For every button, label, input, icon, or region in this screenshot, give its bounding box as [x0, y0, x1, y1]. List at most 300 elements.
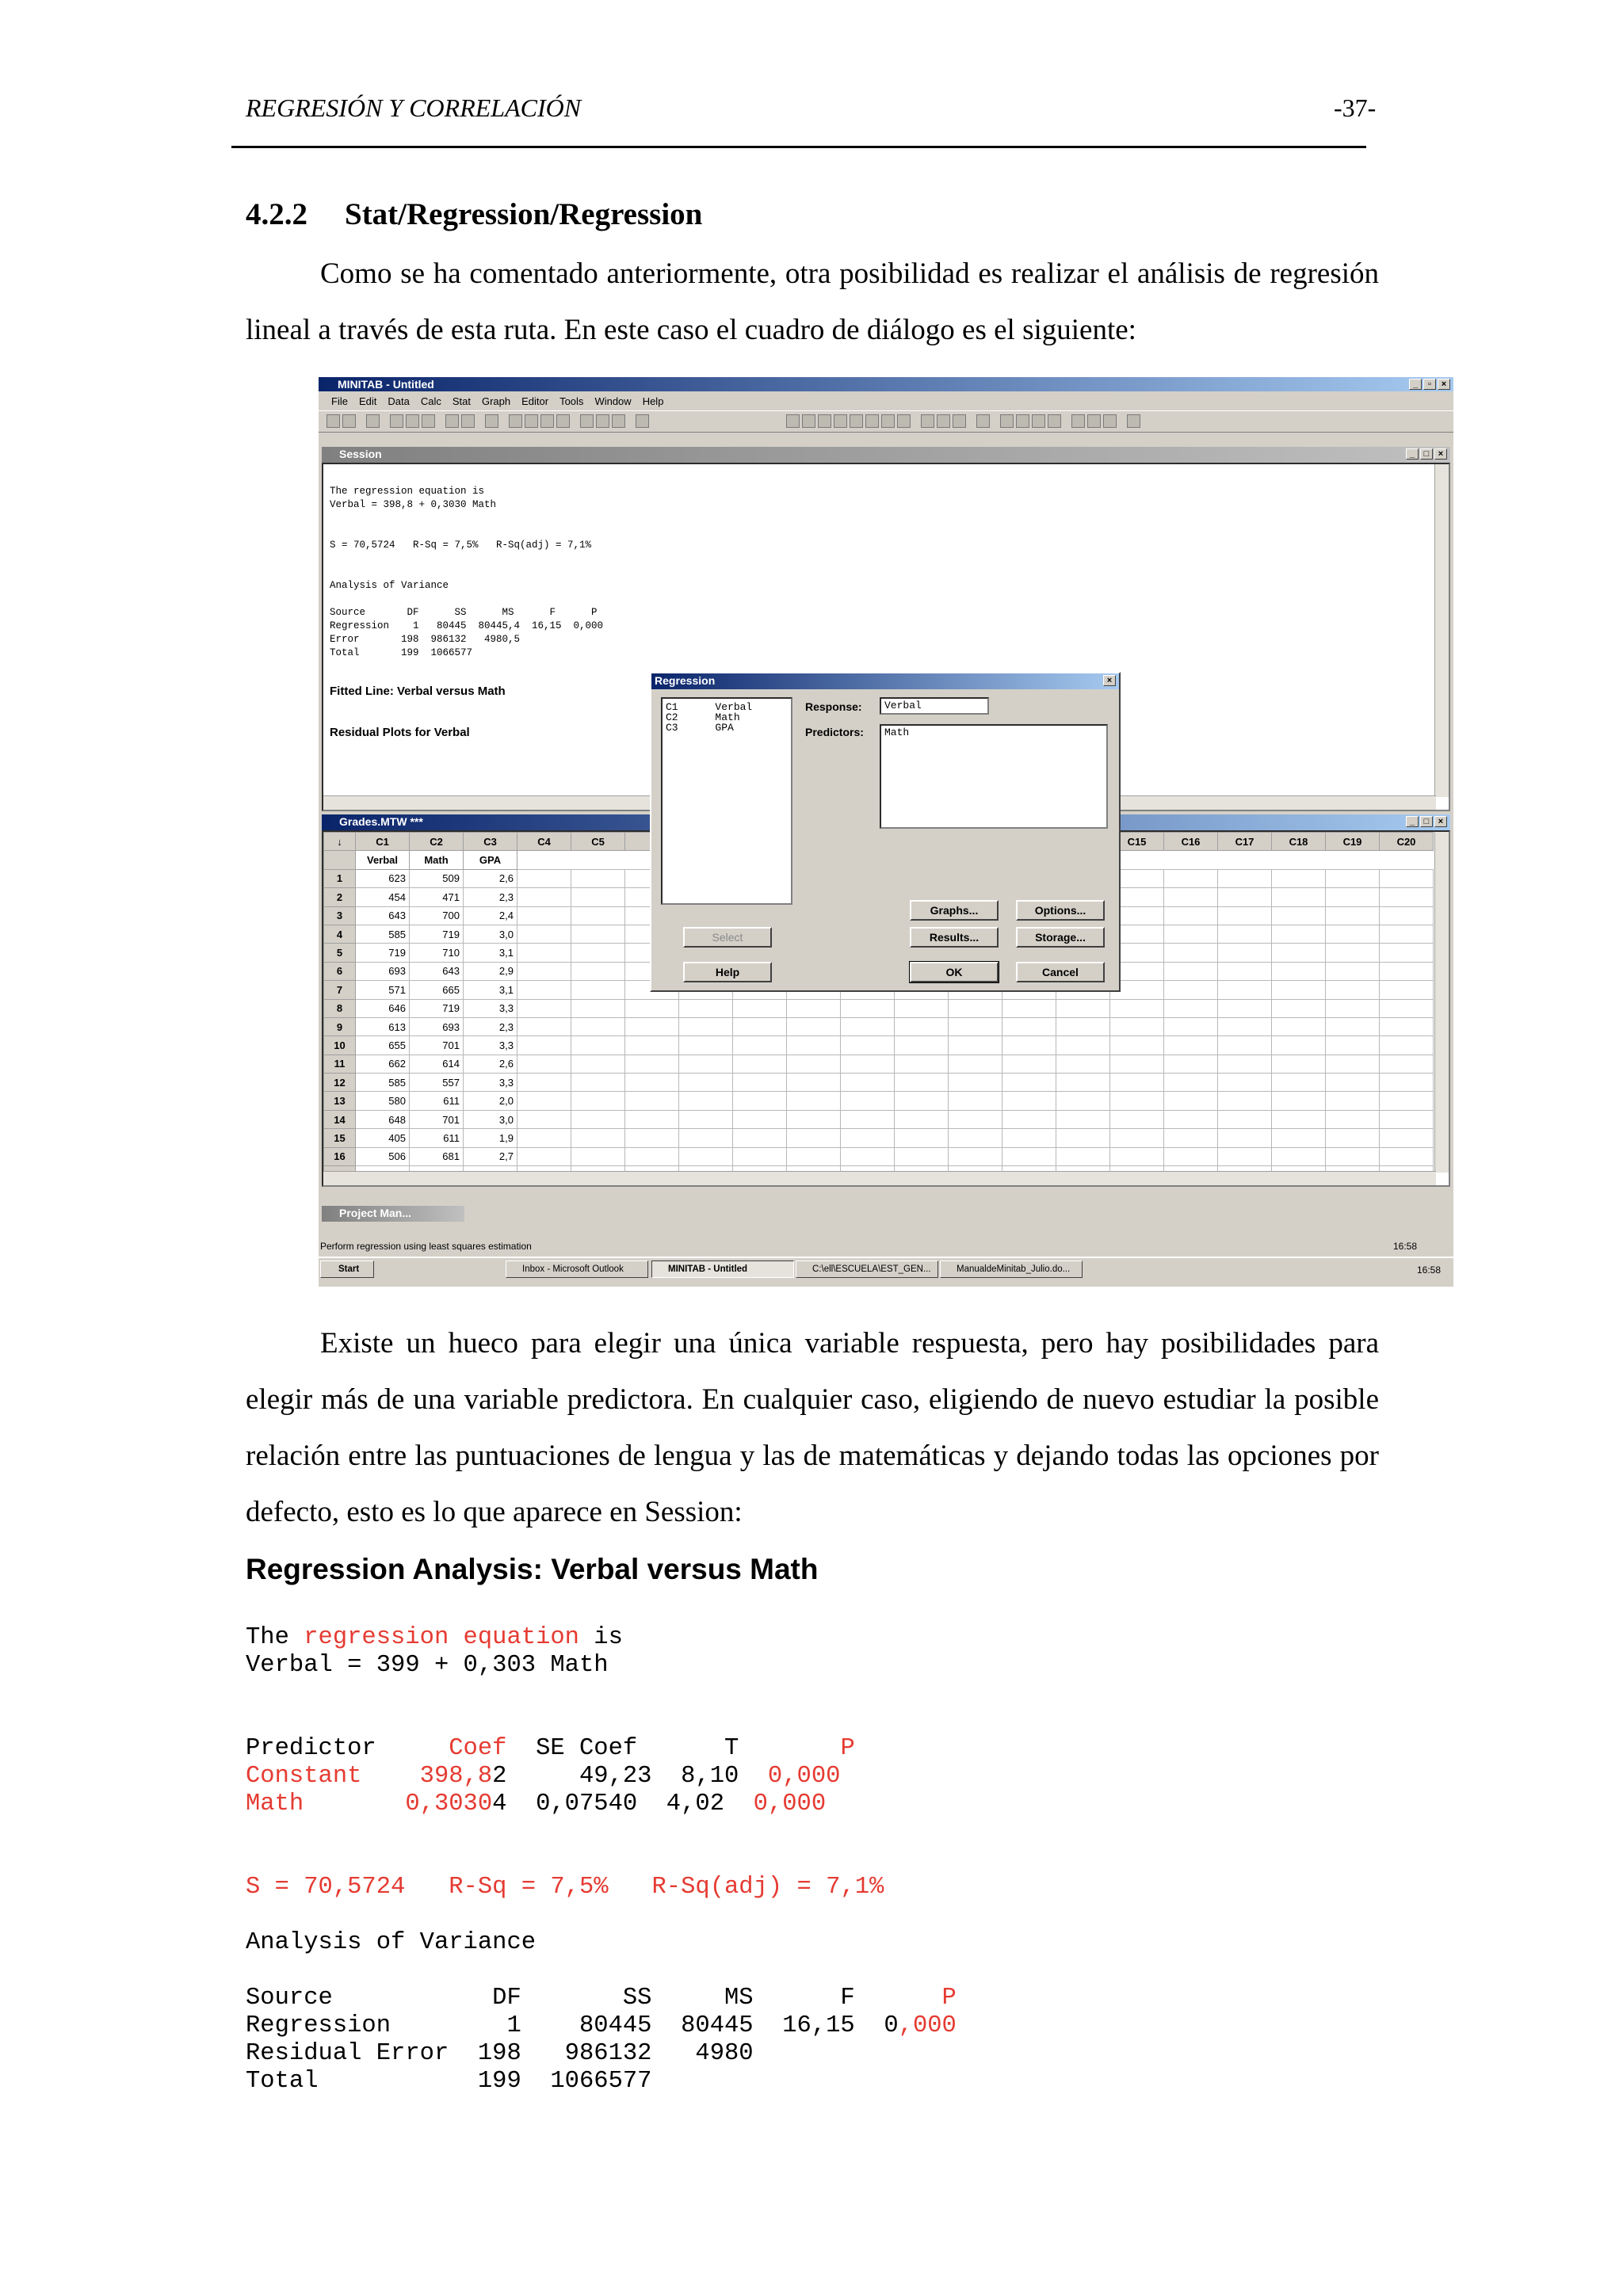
close-graphs-icon[interactable] [921, 414, 934, 428]
related-documents-icon[interactable] [897, 414, 911, 428]
empty-cell[interactable] [1218, 1055, 1272, 1073]
empty-cell[interactable] [1326, 1036, 1380, 1055]
row-number[interactable]: 5 [324, 944, 356, 962]
empty-cell[interactable] [1380, 1036, 1434, 1055]
column-id-c15[interactable]: C15 [1110, 833, 1164, 851]
empty-cell[interactable] [895, 1129, 949, 1147]
empty-cell[interactable] [733, 1129, 787, 1147]
empty-cell[interactable] [1272, 869, 1326, 887]
empty-cell[interactable] [895, 999, 949, 1017]
empty-cell[interactable] [1056, 1055, 1110, 1073]
empty-cell[interactable] [517, 999, 571, 1017]
empty-cell[interactable] [1380, 925, 1434, 943]
empty-cell[interactable] [949, 1074, 1002, 1092]
empty-cell[interactable] [1272, 962, 1326, 980]
empty-cell[interactable] [1380, 1110, 1434, 1128]
empty-cell[interactable] [679, 1147, 733, 1165]
maximize-icon[interactable]: □ [1420, 448, 1433, 460]
column-name-gpa[interactable]: GPA [464, 851, 517, 869]
data-cell[interactable]: 471 [410, 888, 464, 906]
empty-cell[interactable] [1056, 1092, 1110, 1110]
menu-tools[interactable]: Tools [559, 395, 584, 407]
empty-cell[interactable] [571, 1129, 625, 1147]
empty-cell[interactable] [1380, 1017, 1434, 1035]
insert-columns-icon[interactable] [1032, 414, 1045, 428]
empty-cell[interactable] [1002, 1092, 1056, 1110]
empty-cell[interactable] [1326, 981, 1380, 999]
data-cell[interactable]: 2,3 [464, 1017, 517, 1035]
empty-cell[interactable] [1218, 925, 1272, 943]
data-cell[interactable]: 2,7 [464, 1147, 517, 1165]
column-id-c5[interactable]: C5 [571, 833, 625, 851]
empty-cell[interactable] [733, 1147, 787, 1165]
data-cell[interactable]: 585 [356, 925, 410, 943]
empty-cell[interactable] [787, 1074, 841, 1092]
data-cell[interactable]: 693 [356, 962, 410, 980]
empty-cell[interactable] [949, 1017, 1002, 1035]
empty-cell[interactable] [895, 1055, 949, 1073]
column-id-c19[interactable]: C19 [1326, 833, 1380, 851]
data-cell[interactable]: 506 [356, 1147, 410, 1165]
graph-window-icon[interactable] [818, 414, 831, 428]
row-number[interactable]: 8 [324, 999, 356, 1017]
column-id-c17[interactable]: C17 [1218, 833, 1272, 851]
menu-graph[interactable]: Graph [481, 395, 511, 407]
empty-cell[interactable] [1164, 962, 1218, 980]
insert-rows-icon[interactable] [1016, 414, 1029, 428]
session-titlebar[interactable] [322, 447, 1450, 463]
options-button[interactable]: Options... [1016, 900, 1105, 921]
row-number[interactable]: 6 [324, 962, 356, 980]
empty-cell[interactable] [1110, 1110, 1164, 1128]
line-tool-icon[interactable] [1087, 414, 1101, 428]
column-id-c16[interactable]: C16 [1164, 833, 1218, 851]
empty-cell[interactable] [949, 1147, 1002, 1165]
empty-cell[interactable] [1326, 944, 1380, 962]
predictors-field[interactable]: Math [880, 724, 1108, 829]
empty-cell[interactable] [1326, 925, 1380, 943]
empty-cell[interactable] [733, 1092, 787, 1110]
empty-cell[interactable] [1380, 888, 1434, 906]
empty-cell[interactable] [1326, 1147, 1380, 1165]
empty-cell[interactable] [1218, 869, 1272, 887]
column-name-verbal[interactable]: Verbal [356, 851, 410, 869]
menu-editor[interactable]: Editor [521, 395, 549, 407]
session-window-icon[interactable] [786, 414, 800, 428]
project-manager-minimized[interactable] [322, 1206, 464, 1222]
taskbar-explorer[interactable]: C:\ell\ESCUELA\EST_GEN... [796, 1261, 938, 1278]
empty-cell[interactable] [1272, 1074, 1326, 1092]
menu-file[interactable]: File [331, 395, 348, 407]
data-cell[interactable]: 681 [410, 1147, 464, 1165]
empty-cell[interactable] [1002, 1036, 1056, 1055]
menu-data[interactable]: Data [388, 395, 410, 407]
empty-cell[interactable] [733, 1110, 787, 1128]
empty-cell[interactable] [1380, 1055, 1434, 1073]
data-cell[interactable]: 643 [410, 962, 464, 980]
column-id-c1[interactable]: C1 [356, 833, 410, 851]
data-cell[interactable]: 701 [410, 1110, 464, 1128]
empty-cell[interactable] [949, 1036, 1002, 1055]
empty-cell[interactable] [625, 1055, 679, 1073]
column-id-c18[interactable]: C18 [1272, 833, 1326, 851]
empty-cell[interactable] [1002, 1074, 1056, 1092]
empty-cell[interactable] [1218, 1129, 1272, 1147]
empty-cell[interactable] [1056, 1110, 1110, 1128]
data-cell[interactable]: 719 [410, 999, 464, 1017]
empty-cell[interactable] [1272, 1017, 1326, 1035]
empty-cell[interactable] [841, 1017, 895, 1035]
row-number[interactable]: 15 [324, 1129, 356, 1147]
row-number[interactable]: 16 [324, 1147, 356, 1165]
data-cell[interactable]: 571 [356, 981, 410, 999]
empty-cell[interactable] [517, 869, 571, 887]
empty-cell[interactable] [1218, 999, 1272, 1017]
empty-cell[interactable] [949, 1055, 1002, 1073]
move-columns-icon[interactable] [1048, 414, 1061, 428]
taskbar-outlook[interactable]: Inbox - Microsoft Outlook [506, 1261, 648, 1278]
empty-cell[interactable] [733, 1055, 787, 1073]
data-cell[interactable]: 3,3 [464, 1074, 517, 1092]
minimize-icon[interactable]: _ [1409, 379, 1422, 390]
empty-cell[interactable] [1002, 1147, 1056, 1165]
empty-cell[interactable] [733, 1036, 787, 1055]
response-field[interactable]: Verbal [880, 697, 989, 715]
empty-cell[interactable] [1164, 1017, 1218, 1035]
empty-cell[interactable] [1272, 1147, 1326, 1165]
storage-button[interactable]: Storage... [1016, 927, 1105, 948]
empty-cell[interactable] [1380, 981, 1434, 999]
manage-graphs-icon[interactable] [937, 414, 950, 428]
data-cell[interactable]: 557 [410, 1074, 464, 1092]
empty-cell[interactable] [625, 1036, 679, 1055]
session-vertical-scrollbar[interactable] [1434, 464, 1449, 797]
empty-cell[interactable] [1056, 1074, 1110, 1092]
empty-cell[interactable] [1002, 1110, 1056, 1128]
column-id-c4[interactable]: C4 [517, 833, 571, 851]
empty-cell[interactable] [841, 1110, 895, 1128]
paste-icon[interactable] [422, 414, 435, 428]
data-cell[interactable]: 665 [410, 981, 464, 999]
empty-cell[interactable] [1272, 1129, 1326, 1147]
data-cell[interactable]: 3,0 [464, 1110, 517, 1128]
empty-cell[interactable] [679, 1036, 733, 1055]
empty-cell[interactable] [517, 981, 571, 999]
empty-cell[interactable] [679, 1110, 733, 1128]
row-header-corner[interactable]: ↓ [324, 833, 356, 851]
empty-cell[interactable] [625, 1017, 679, 1035]
dialog-titlebar[interactable] [651, 673, 1119, 689]
row-number[interactable]: 4 [324, 925, 356, 943]
menu-calc[interactable]: Calc [420, 395, 441, 407]
empty-cell[interactable] [1218, 981, 1272, 999]
close-icon[interactable]: × [1434, 448, 1447, 460]
menu-edit[interactable]: Edit [358, 395, 377, 407]
row-number[interactable]: 3 [324, 906, 356, 925]
empty-cell[interactable] [841, 1092, 895, 1110]
empty-cell[interactable] [1272, 1036, 1326, 1055]
data-cell[interactable]: 613 [356, 1017, 410, 1035]
edit-last-dialog-icon[interactable] [485, 414, 498, 428]
empty-cell[interactable] [1272, 1110, 1326, 1128]
empty-cell[interactable] [571, 981, 625, 999]
empty-cell[interactable] [571, 888, 625, 906]
empty-cell[interactable] [1218, 962, 1272, 980]
graph-brush-icon[interactable] [976, 414, 990, 428]
empty-cell[interactable] [787, 1092, 841, 1110]
crosshair-icon[interactable] [1103, 414, 1117, 428]
variable-list[interactable]: C1 Verbal C2 Math C3 GPA [661, 697, 792, 905]
empty-cell[interactable] [1380, 999, 1434, 1017]
empty-cell[interactable] [1380, 962, 1434, 980]
empty-cell[interactable] [1326, 1055, 1380, 1073]
empty-cell[interactable] [1002, 1129, 1056, 1147]
empty-cell[interactable] [1272, 1055, 1326, 1073]
print-icon[interactable] [366, 414, 380, 428]
app-titlebar[interactable] [319, 377, 1453, 391]
graphs-button[interactable]: Graphs... [910, 900, 999, 921]
empty-cell[interactable] [949, 1092, 1002, 1110]
empty-cell[interactable] [1056, 999, 1110, 1017]
empty-cell[interactable] [895, 1110, 949, 1128]
empty-cell[interactable] [895, 1036, 949, 1055]
data-cell[interactable]: 580 [356, 1092, 410, 1110]
empty-cell[interactable] [1002, 1055, 1056, 1073]
close-icon[interactable]: × [1103, 675, 1116, 686]
empty-cell[interactable] [1218, 1074, 1272, 1092]
empty-cell[interactable] [517, 944, 571, 962]
empty-cell[interactable] [1326, 906, 1380, 925]
empty-cell[interactable] [571, 1110, 625, 1128]
empty-cell[interactable] [571, 1147, 625, 1165]
close-icon[interactable]: × [1434, 816, 1447, 827]
empty-cell[interactable] [1272, 906, 1326, 925]
empty-cell[interactable] [1380, 869, 1434, 887]
data-cell[interactable]: 611 [410, 1129, 464, 1147]
empty-cell[interactable] [787, 1129, 841, 1147]
find-icon[interactable] [540, 414, 554, 428]
menu-stat[interactable]: Stat [452, 395, 471, 407]
ok-button[interactable]: OK [910, 962, 999, 982]
empty-cell[interactable] [1326, 962, 1380, 980]
worksheet-horizontal-scrollbar[interactable] [323, 1171, 1436, 1185]
empty-cell[interactable] [1002, 999, 1056, 1017]
column-name-math[interactable]: Math [410, 851, 464, 869]
empty-cell[interactable] [733, 1074, 787, 1092]
find-next-icon[interactable] [556, 414, 570, 428]
empty-cell[interactable] [1272, 944, 1326, 962]
taskbar-minitab[interactable]: MINITAB - Untitled [651, 1261, 794, 1278]
copy-icon[interactable] [406, 414, 419, 428]
data-cell[interactable]: 719 [356, 944, 410, 962]
project-manager-icon[interactable] [636, 414, 649, 428]
empty-cell[interactable] [1110, 1036, 1164, 1055]
empty-cell[interactable] [895, 1092, 949, 1110]
empty-cell[interactable] [517, 962, 571, 980]
start-button[interactable]: Start [320, 1261, 374, 1278]
data-cell[interactable]: 3,1 [464, 981, 517, 999]
empty-cell[interactable] [733, 1017, 787, 1035]
empty-cell[interactable] [1326, 1092, 1380, 1110]
data-cell[interactable]: 585 [356, 1074, 410, 1092]
empty-cell[interactable] [625, 1129, 679, 1147]
data-cell[interactable]: 2,6 [464, 1055, 517, 1073]
empty-cell[interactable] [841, 1147, 895, 1165]
empty-cell[interactable] [733, 999, 787, 1017]
row-number[interactable]: 9 [324, 1017, 356, 1035]
empty-cell[interactable] [1218, 1092, 1272, 1110]
empty-cell[interactable] [625, 1092, 679, 1110]
empty-cell[interactable] [1272, 981, 1326, 999]
sort-down-icon[interactable] [525, 414, 538, 428]
empty-cell[interactable] [517, 1110, 571, 1128]
data-cell[interactable]: 454 [356, 888, 410, 906]
data-cell[interactable]: 3,3 [464, 999, 517, 1017]
empty-cell[interactable] [625, 1147, 679, 1165]
empty-cell[interactable] [787, 1036, 841, 1055]
empty-cell[interactable] [1326, 888, 1380, 906]
data-cell[interactable]: 2,0 [464, 1092, 517, 1110]
empty-cell[interactable] [1164, 999, 1218, 1017]
empty-cell[interactable] [949, 999, 1002, 1017]
empty-cell[interactable] [571, 999, 625, 1017]
empty-cell[interactable] [1056, 1036, 1110, 1055]
data-cell[interactable]: 3,0 [464, 925, 517, 943]
empty-cell[interactable] [571, 1092, 625, 1110]
empty-cell[interactable] [1326, 1017, 1380, 1035]
data-cell[interactable]: 3,1 [464, 944, 517, 962]
empty-cell[interactable] [1164, 1074, 1218, 1092]
empty-cell[interactable] [1272, 1092, 1326, 1110]
empty-cell[interactable] [1380, 944, 1434, 962]
help-icon[interactable] [596, 414, 609, 428]
empty-cell[interactable] [1218, 1110, 1272, 1128]
empty-cell[interactable] [1326, 999, 1380, 1017]
empty-cell[interactable] [517, 1055, 571, 1073]
data-cell[interactable]: 1,9 [464, 1129, 517, 1147]
empty-cell[interactable] [949, 1129, 1002, 1147]
select-button[interactable]: Select [683, 927, 772, 948]
empty-cell[interactable] [1110, 1147, 1164, 1165]
select-tool-icon[interactable] [1127, 414, 1140, 428]
empty-cell[interactable] [1380, 1074, 1434, 1092]
empty-cell[interactable] [1056, 1017, 1110, 1035]
data-cell[interactable]: 405 [356, 1129, 410, 1147]
empty-cell[interactable] [1002, 1017, 1056, 1035]
data-cell[interactable]: 3,3 [464, 1036, 517, 1055]
empty-cell[interactable] [1110, 1055, 1164, 1073]
info-icon[interactable] [834, 414, 847, 428]
empty-cell[interactable] [1164, 1092, 1218, 1110]
empty-cell[interactable] [1164, 1055, 1218, 1073]
data-cell[interactable]: 2,6 [464, 869, 517, 887]
empty-cell[interactable] [517, 1092, 571, 1110]
data-cell[interactable]: 693 [410, 1017, 464, 1035]
empty-cell[interactable] [1110, 1129, 1164, 1147]
empty-cell[interactable] [1218, 888, 1272, 906]
data-window-icon[interactable] [802, 414, 815, 428]
empty-cell[interactable] [895, 1017, 949, 1035]
data-cell[interactable]: 643 [356, 906, 410, 925]
empty-cell[interactable] [517, 888, 571, 906]
data-cell[interactable]: 509 [410, 869, 464, 887]
row-number[interactable]: 10 [324, 1036, 356, 1055]
insert-cells-icon[interactable] [1000, 414, 1014, 428]
empty-cell[interactable] [1164, 1129, 1218, 1147]
empty-cell[interactable] [787, 1147, 841, 1165]
empty-cell[interactable] [841, 1036, 895, 1055]
empty-cell[interactable] [571, 1055, 625, 1073]
empty-cell[interactable] [679, 1129, 733, 1147]
empty-cell[interactable] [1164, 925, 1218, 943]
empty-cell[interactable] [517, 1147, 571, 1165]
empty-cell[interactable] [895, 1147, 949, 1165]
empty-cell[interactable] [679, 999, 733, 1017]
empty-cell[interactable] [571, 925, 625, 943]
data-cell[interactable]: 611 [410, 1092, 464, 1110]
data-cell[interactable]: 614 [410, 1055, 464, 1073]
empty-cell[interactable] [517, 925, 571, 943]
data-cell[interactable]: 2,9 [464, 962, 517, 980]
empty-cell[interactable] [841, 1055, 895, 1073]
empty-cell[interactable] [841, 1074, 895, 1092]
empty-cell[interactable] [625, 1110, 679, 1128]
empty-cell[interactable] [949, 1110, 1002, 1128]
empty-cell[interactable] [625, 999, 679, 1017]
empty-cell[interactable] [1272, 925, 1326, 943]
history-icon[interactable] [850, 414, 863, 428]
empty-cell[interactable] [517, 1074, 571, 1092]
empty-cell[interactable] [1110, 1074, 1164, 1092]
column-id-c3[interactable]: C3 [464, 833, 517, 851]
results-button[interactable]: Results... [910, 927, 999, 948]
empty-cell[interactable] [1326, 1110, 1380, 1128]
empty-cell[interactable] [1218, 1036, 1272, 1055]
empty-cell[interactable] [1164, 888, 1218, 906]
minimize-icon[interactable]: _ [1406, 816, 1419, 827]
empty-cell[interactable] [1110, 1017, 1164, 1035]
graph-folder-icon[interactable] [865, 414, 879, 428]
empty-cell[interactable] [571, 906, 625, 925]
open-icon[interactable] [327, 414, 340, 428]
column-id-c20[interactable]: C20 [1380, 833, 1434, 851]
empty-cell[interactable] [1326, 1129, 1380, 1147]
undo-icon[interactable] [445, 414, 459, 428]
empty-cell[interactable] [1218, 906, 1272, 925]
empty-cell[interactable] [1164, 1036, 1218, 1055]
data-cell[interactable]: 710 [410, 944, 464, 962]
empty-cell[interactable] [841, 1129, 895, 1147]
stop-icon[interactable] [612, 414, 625, 428]
empty-cell[interactable] [895, 1074, 949, 1092]
data-cell[interactable]: 2,3 [464, 888, 517, 906]
empty-cell[interactable] [517, 1017, 571, 1035]
empty-cell[interactable] [1164, 906, 1218, 925]
data-cell[interactable]: 2,4 [464, 906, 517, 925]
empty-cell[interactable] [787, 1055, 841, 1073]
restore-icon[interactable]: ▫ [1423, 379, 1436, 390]
data-cell[interactable]: 646 [356, 999, 410, 1017]
empty-cell[interactable] [625, 1074, 679, 1092]
cancel-button[interactable]: Cancel [1016, 962, 1105, 982]
data-cell[interactable]: 700 [410, 906, 464, 925]
row-number[interactable]: 12 [324, 1074, 356, 1092]
empty-cell[interactable] [679, 1055, 733, 1073]
worksheet-icon[interactable] [953, 414, 966, 428]
empty-cell[interactable] [1164, 869, 1218, 887]
row-number[interactable]: 11 [324, 1055, 356, 1073]
empty-cell[interactable] [1110, 1092, 1164, 1110]
